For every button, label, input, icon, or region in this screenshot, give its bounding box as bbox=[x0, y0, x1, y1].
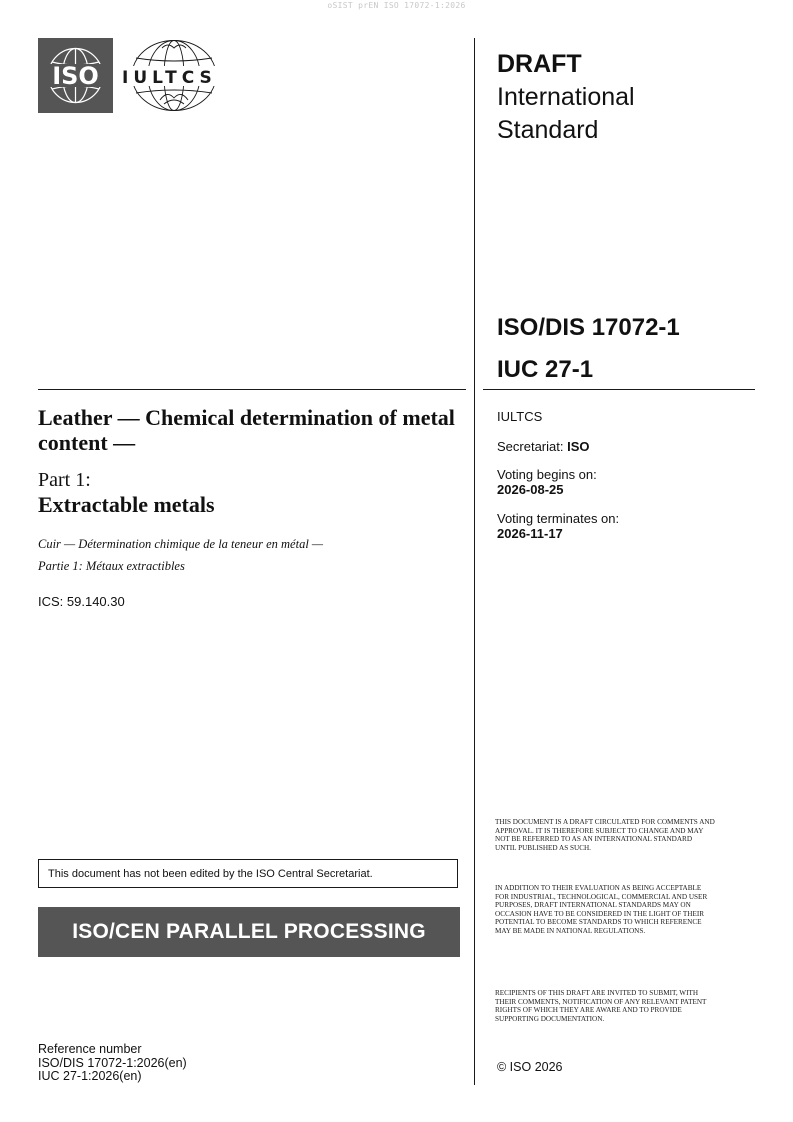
copyright: © ISO 2026 bbox=[497, 1060, 563, 1074]
french-title-line1: Cuir — Détermination chimique de la teneur en métal — bbox=[38, 537, 324, 551]
secretariat-value: ISO bbox=[567, 439, 590, 454]
standard-number: ISO/DIS 17072-1 bbox=[497, 314, 680, 341]
editorial-notice: This document has not been edited by the ISO Central Secretariat. bbox=[38, 859, 458, 888]
iultcs-logo bbox=[118, 38, 242, 113]
document-type bbox=[497, 48, 635, 147]
voting-begins bbox=[497, 467, 597, 497]
organization: IULTCS bbox=[497, 409, 543, 424]
reference-number bbox=[38, 1043, 187, 1084]
main-title: Leather — Chemical determination of metal content — bbox=[38, 405, 455, 455]
vertical-divider bbox=[474, 38, 475, 1085]
voting-terminates-label: Voting terminates on: bbox=[497, 511, 620, 526]
reference-line1: ISO/DIS 17072-1:2026(en) bbox=[38, 1055, 187, 1070]
iso-globe-icon bbox=[38, 38, 113, 113]
ics-code: ICS: 59.140.30 bbox=[38, 594, 125, 609]
reference-line2: IUC 27-1:2026(en) bbox=[38, 1069, 142, 1083]
reference-label: Reference number bbox=[38, 1042, 142, 1056]
parallel-processing-banner: ISO/CEN PARALLEL PROCESSING bbox=[38, 907, 460, 957]
document-type-draft: DRAFT bbox=[497, 50, 582, 78]
iultcs-logo-text: IULTCS bbox=[122, 68, 217, 88]
horizontal-divider-right bbox=[483, 389, 755, 390]
french-title-line2: Partie 1: Métaux extractibles bbox=[38, 559, 185, 573]
secretariat-label: Secretariat: bbox=[497, 439, 564, 454]
secretariat bbox=[497, 439, 590, 454]
document-type-line2: International bbox=[497, 83, 635, 111]
document-type-line3: Standard bbox=[497, 116, 599, 144]
voting-begins-label: Voting begins on: bbox=[497, 467, 597, 482]
part-label: Part 1: bbox=[38, 469, 91, 491]
iuc-number: IUC 27-1 bbox=[497, 356, 594, 383]
voting-terminates bbox=[497, 511, 619, 541]
iultcs-globe-icon bbox=[118, 38, 242, 113]
disclaimer-paragraph-1: THIS DOCUMENT IS A DRAFT CIRCULATED FOR COMMENTS AND APPROVAL. IT IS THEREFORE SUBJECT TO CHANGE AND MAY NOT BE REFERRED TO AS AN INTERNATIONAL STANDARD UNTIL PUBLISHED AS SUCH. bbox=[495, 818, 715, 852]
watermark: oSIST prEN ISO 17072-1:2026 bbox=[327, 1, 466, 10]
iso-logo-text: ISO bbox=[52, 62, 99, 90]
disclaimer-paragraph-3: RECIPIENTS OF THIS DRAFT ARE INVITED TO SUBMIT, WITH THEIR COMMENTS, NOTIFICATION OF ANY RELEVANT PATENT RIGHTS OF WHICH THEY ARE AWARE AND TO PROVIDE SUPPORTING DOCUMENTATION. bbox=[495, 989, 707, 1023]
iso-logo bbox=[38, 38, 113, 113]
voting-terminates-date: 2026-11-17 bbox=[497, 526, 563, 541]
disclaimer-paragraph-2: IN ADDITION TO THEIR EVALUATION AS BEING ACCEPTABLE FOR INDUSTRIAL, TECHNOLOGICAL, COMMERCIAL AND USER PURPOSES, DRAFT INTERNATIONAL STANDARDS MAY ON OCCASION HAVE TO BE CONSIDERED IN THE LIGHT OF THEIR POTENTIAL TO BECOME STANDARDS TO WHICH REFERENCE MAY BE MADE IN NATIONAL REGULATIONS. bbox=[495, 884, 708, 935]
voting-begins-date: 2026-08-25 bbox=[497, 482, 564, 497]
part-title: Extractable metals bbox=[38, 492, 215, 517]
horizontal-divider-left bbox=[38, 389, 466, 390]
